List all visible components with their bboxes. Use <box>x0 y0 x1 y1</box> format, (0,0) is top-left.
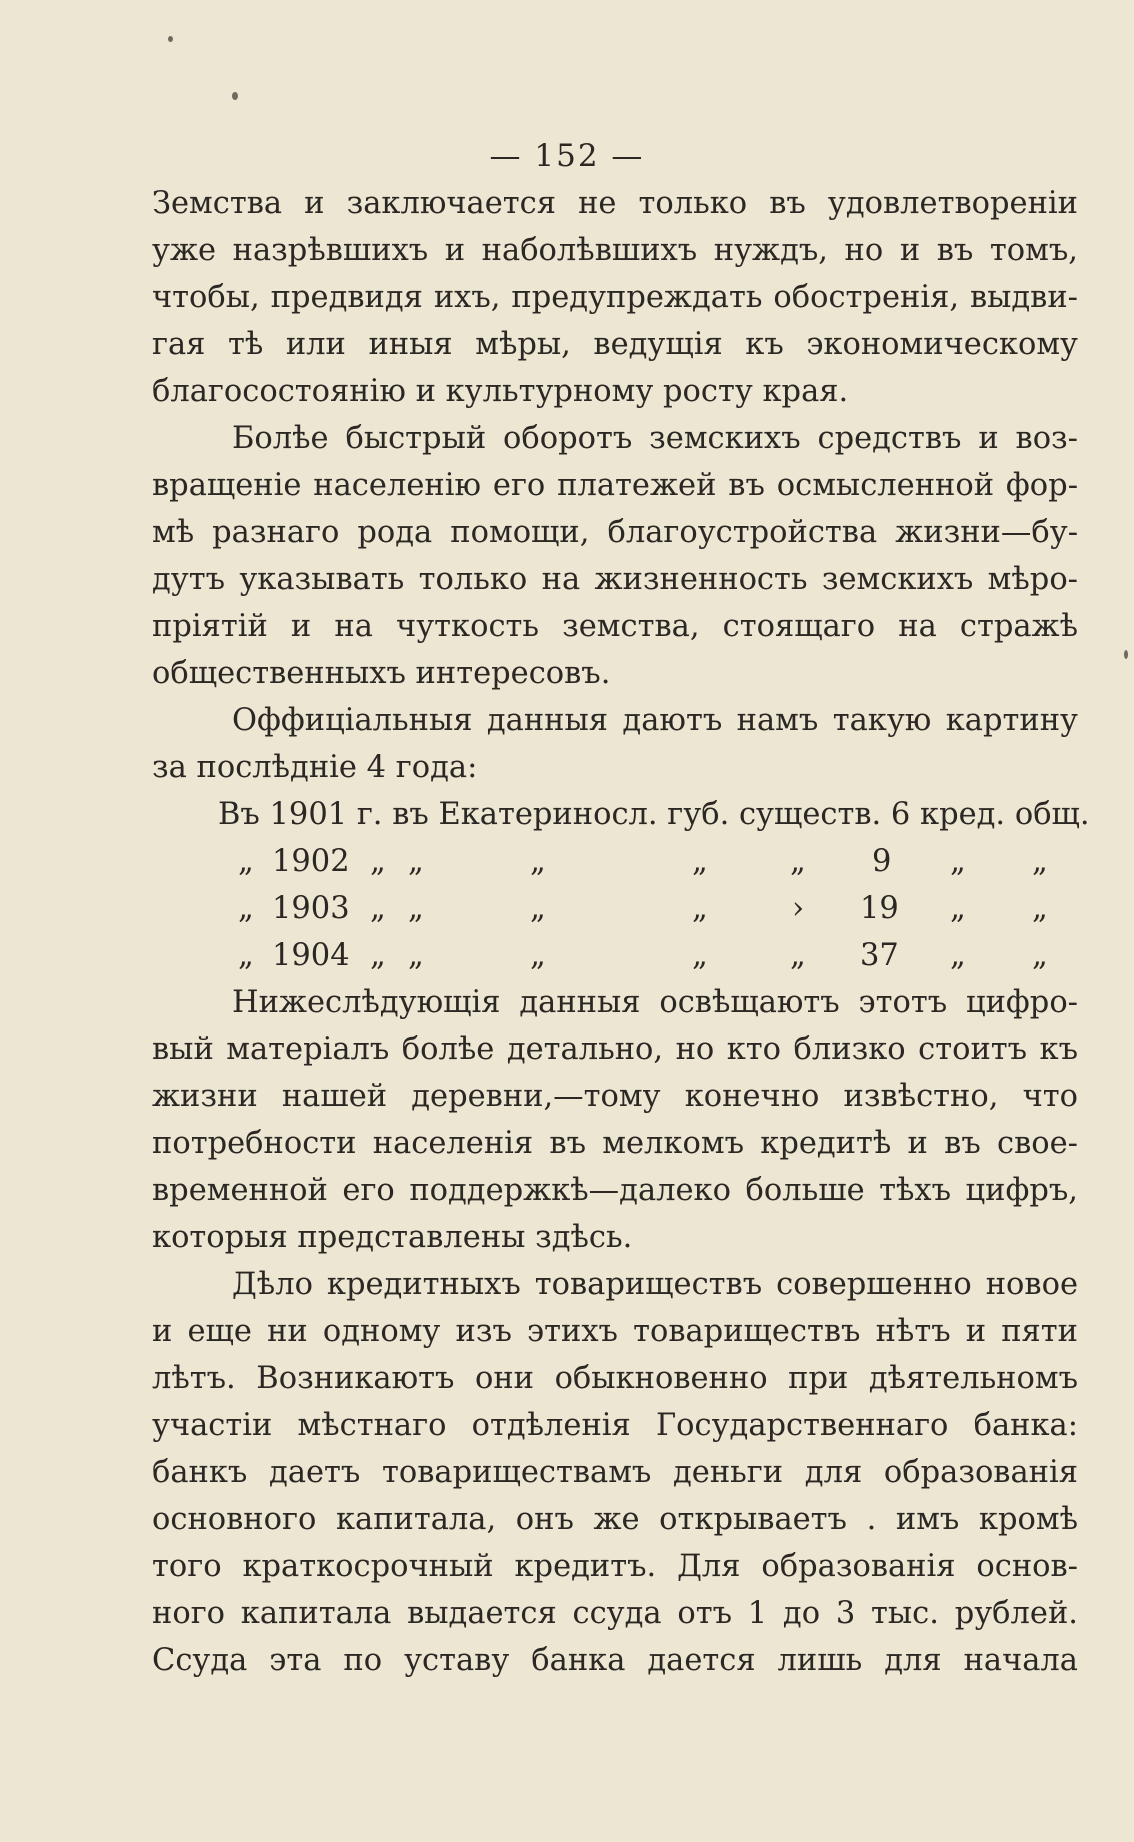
text-line: мѣ разнаго рода помощи, благоустройства жизни—бу- <box>152 515 1078 550</box>
text-line: чтобы, предвидя ихъ, предупреждать обостренія, выдви- <box>152 280 1078 315</box>
text-line: того краткосрочный кредитъ. Для образованія основ- <box>152 1549 1078 1584</box>
table-first-line <box>152 791 1090 838</box>
ditto-mark: „ <box>692 844 708 879</box>
ink-speck <box>232 92 238 100</box>
ditto-mark: „ <box>790 938 806 973</box>
text-line: пріятій и на чуткость земства, стоящаго на стражѣ <box>152 609 1078 644</box>
text-line: Нижеслѣдующія данныя освѣщаютъ этотъ цифро- <box>232 985 1078 1020</box>
text-line: Оффиціальныя данныя даютъ намъ такую картину <box>232 703 1078 738</box>
count-cell: 9 <box>872 844 892 879</box>
text-line: Ссуда эта по уставу банка дается лишь для начала <box>152 1643 1078 1678</box>
ditto-mark: „ <box>530 938 546 973</box>
count-cell: 37 <box>860 938 899 973</box>
text-line: вращеніе населенію его платежей въ осмысленной фор- <box>152 468 1078 503</box>
text-line: потребности населенія въ мелкомъ кредитѣ и въ свое- <box>152 1126 1078 1161</box>
ditto-mark: „ <box>1032 891 1048 926</box>
table-row <box>152 838 1078 885</box>
text-line: которыя представлены здѣсь. <box>152 1220 633 1255</box>
text-line: временной его поддержкѣ—далеко больше тѣхъ цифръ, <box>152 1173 1078 1208</box>
page-number: — 152 — <box>489 138 645 174</box>
ditto-mark: „ <box>530 891 546 926</box>
text-line: Земства и заключается не только въ удовлетвореніи <box>152 186 1078 221</box>
ditto-mark: „ <box>950 844 966 879</box>
text-line: гая тѣ или иныя мѣры, ведущія къ экономическому <box>152 327 1078 362</box>
ditto-mark: „ <box>950 891 966 926</box>
ditto-mark: „ <box>1032 844 1048 879</box>
text-line: лѣтъ. Возникаютъ они обыкновенно при дѣятельномъ <box>152 1361 1078 1396</box>
ditto-mark: „ <box>238 844 254 879</box>
text-line: и еще ни одному изъ этихъ товариществъ нѣтъ и пяти <box>152 1314 1078 1349</box>
ditto-mark: „ <box>950 938 966 973</box>
text-line: банкъ даетъ товариществамъ деньги для образованія <box>152 1455 1078 1490</box>
text-line: жизни нашей деревни,—тому конечно извѣстно, что <box>152 1079 1078 1114</box>
ditto-mark: „ <box>408 891 424 926</box>
ditto-mark: „ <box>692 891 708 926</box>
ditto-mark: „ <box>370 938 386 973</box>
paragraph <box>152 697 1078 791</box>
table-first-text: Въ 1901 г. въ Екатериносл. губ. существ. 6 кред. общ. <box>218 797 1090 832</box>
table-row <box>152 885 1078 932</box>
paragraph <box>152 1261 1078 1684</box>
ditto-mark: „ <box>692 938 708 973</box>
text-line: благосостоянію и культурному росту края. <box>152 374 849 409</box>
ink-speck <box>1124 650 1128 659</box>
paragraph <box>152 415 1078 697</box>
year-cell: 1902 <box>272 844 350 879</box>
ditto-mark: „ <box>408 844 424 879</box>
text-line: основного капитала, онъ же открываетъ . имъ кромѣ <box>152 1502 1078 1537</box>
ink-speck <box>168 36 173 42</box>
paragraph <box>152 180 1078 415</box>
text-line: вый матеріалъ болѣе детально, но кто близко стоитъ къ <box>152 1032 1078 1067</box>
ditto-mark: „ <box>238 891 254 926</box>
ditto-mark: „ <box>530 844 546 879</box>
year-cell: 1904 <box>272 938 350 973</box>
text-line: Дѣло кредитныхъ товариществъ совершенно новое <box>232 1267 1078 1302</box>
statistics-table <box>152 791 1090 979</box>
ditto-mark: „ <box>238 938 254 973</box>
text-line: участіи мѣстнаго отдѣленія Государственнаго банка: <box>152 1408 1078 1443</box>
count-cell: 19 <box>860 891 899 926</box>
ditto-mark: „ <box>370 844 386 879</box>
text-line: общественныхъ интересовъ. <box>152 656 611 691</box>
text-line: за послѣдніе 4 года: <box>152 750 478 785</box>
text-line: дутъ указывать только на жизненность земскихъ мѣро- <box>152 562 1078 597</box>
ditto-mark: „ <box>370 891 386 926</box>
table-row <box>152 932 1078 979</box>
ditto-mark: „ <box>1032 938 1048 973</box>
ditto-mark: „ <box>408 938 424 973</box>
ditto-mark: › <box>792 891 805 926</box>
body-text <box>152 180 1090 1684</box>
paragraph <box>152 979 1078 1261</box>
text-line: ного капитала выдается ссуда отъ 1 до 3 тыс. рублей. <box>152 1596 1078 1631</box>
text-line: Болѣе быстрый оборотъ земскихъ средствъ и воз- <box>232 421 1078 456</box>
year-cell: 1903 <box>272 891 350 926</box>
text-line: уже назрѣвшихъ и наболѣвшихъ нуждъ, но и въ томъ, <box>152 233 1078 268</box>
ditto-mark: „ <box>790 844 806 879</box>
